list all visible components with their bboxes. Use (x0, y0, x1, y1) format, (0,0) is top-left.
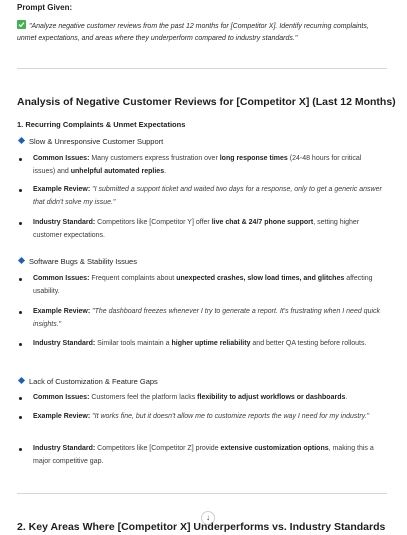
bullet-dot (19, 448, 22, 451)
item-emphasis: unexpected crashes, slow load times, and glitches (176, 275, 345, 282)
blue-diamond-icon (18, 137, 25, 144)
item-text: Competitors like [Competitor Z] provide (95, 445, 221, 452)
prompt-label: Prompt Given: (17, 3, 73, 12)
item-text: (24-48 hours for critical issues) and (33, 155, 362, 175)
item-label: Example Review: (33, 186, 91, 193)
item-label: Industry Standard: (33, 445, 96, 452)
item-label: Example Review: (33, 413, 91, 420)
item-label: Industry Standard: (33, 219, 96, 226)
group-heading-label: Slow & Unresponsive Customer Support (29, 137, 164, 146)
list-item (17, 153, 383, 178)
item-text: . (345, 394, 348, 401)
report-title: Analysis of Negative Customer Reviews for [Competitor X] (Last 12 Months) (17, 96, 396, 108)
blue-diamond-icon (18, 257, 25, 264)
group-heading-label: Lack of Customization & Feature Gaps (29, 377, 158, 386)
item-text: Competitors like [Competitor Y] offer (95, 219, 212, 226)
list-item (17, 392, 383, 405)
bullet-dot (19, 222, 22, 225)
bullet-dot (19, 189, 22, 192)
group-heading-label: Software Bugs & Stability Issues (29, 257, 137, 266)
bullet-dot (19, 311, 22, 314)
bullet-dot (19, 343, 22, 346)
group-heading-customization (17, 377, 158, 386)
item-text: Similar tools maintain a (95, 340, 172, 347)
list-item (17, 306, 383, 331)
item-text: . (164, 167, 167, 175)
item-text: , setting higher customer expectations. (33, 219, 360, 239)
section-1-title: 1. Recurring Complaints & Unmet Expectations (17, 120, 186, 129)
item-emphasis: long response times (219, 155, 288, 162)
item-emphasis: flexibility to adjust workflows or dashboards (197, 394, 346, 401)
bullet-dot (19, 158, 22, 161)
item-text: Many customers express frustration over (89, 155, 220, 162)
check-mark-icon (17, 20, 26, 29)
item-emphasis: extensive customization options (220, 445, 329, 452)
item-emphasis: unhelpful automated replies (70, 167, 165, 175)
list-item (17, 338, 383, 351)
bullet-dot (19, 416, 22, 419)
item-quote: "It works fine, but it doesn't allow me to customize reports the way I need for my industry." (90, 413, 370, 420)
list-item (17, 184, 383, 209)
list-item (17, 273, 383, 298)
list-item (17, 411, 383, 424)
list-item (17, 217, 383, 242)
item-label: Industry Standard: (33, 340, 96, 347)
group-heading-support (17, 137, 163, 146)
bullet-dot (19, 278, 22, 281)
list-item (17, 443, 383, 468)
blue-diamond-icon (18, 377, 25, 384)
section-2-title: 2. Key Areas Where [Competitor X] Underperforms vs. Industry Standards (17, 521, 386, 533)
group-heading-bugs (17, 257, 137, 266)
prompt-text-block (17, 20, 382, 45)
divider (17, 68, 387, 69)
item-label: Example Review: (33, 308, 91, 315)
item-text: and better QA testing before rollouts. (250, 340, 367, 347)
item-text: Frequent complaints about (89, 275, 177, 282)
item-emphasis: live chat & 24/7 phone support (211, 219, 314, 226)
item-quote: "I submitted a support ticket and waited two days for a response, only to get a generic answer that didn't solve my issue." (33, 186, 382, 206)
bullet-dot (19, 397, 22, 400)
prompt-text: "Analyze negative customer reviews from the past 12 months for [Competitor X]. Identify recurring complaints, unmet expectations, and areas where they underperform compared to industry standards." (17, 23, 369, 42)
item-text: , making this a major competitive gap. (33, 445, 374, 465)
item-emphasis: higher uptime reliability (171, 340, 251, 347)
divider (17, 493, 387, 494)
item-text: Customers feel the platform lacks (89, 394, 198, 401)
item-label: Common Issues: (33, 155, 90, 162)
item-label: Common Issues: (33, 275, 90, 282)
item-text: affecting usability. (33, 275, 373, 295)
arrow-down-icon: ↓ (206, 513, 210, 522)
item-label: Common Issues: (33, 394, 90, 401)
item-quote: "The dashboard freezes whenever I try to generate a report. It's frustrating when I need quick insights." (33, 308, 381, 328)
